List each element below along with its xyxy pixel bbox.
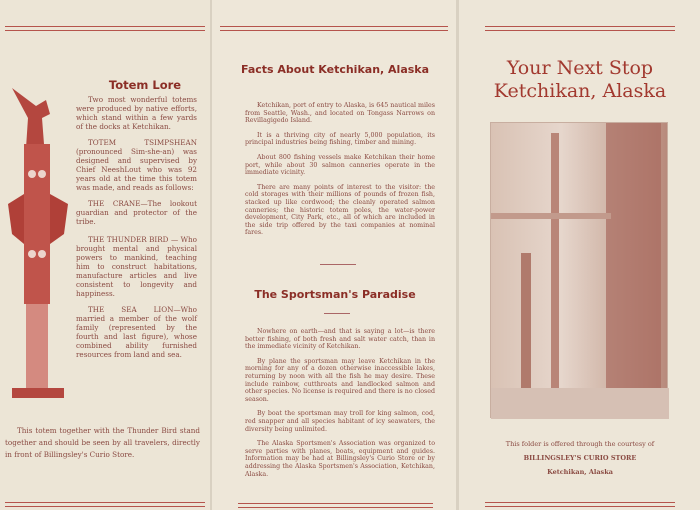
paragraph: THE CRANE—The lookout guardian and protector of the tribe.	[76, 199, 197, 226]
paragraph: About 800 fishing vessels make Ketchikan their home port, while about 30 salmon canneries operate in the immediate vicinity.	[245, 153, 435, 177]
cover-title-line2: Ketchikan, Alaska	[493, 80, 667, 102]
divider	[324, 313, 350, 314]
ketchikan-street-photo	[490, 122, 668, 418]
paragraph: Two most wonderful totems were produced by native efforts, which stand within a few yards of the docks at Ketchikan.	[76, 95, 197, 131]
facts-title: Facts About Ketchikan, Alaska	[240, 63, 430, 76]
paragraph: It is a thriving city of nearly 5,000 population, its principal industries being fishing, timber and mining.	[245, 131, 435, 147]
cover-title-line1: Your Next Stop	[506, 57, 654, 79]
top-rule	[485, 26, 675, 31]
totem-pole-illustration	[6, 84, 70, 402]
totem-lore-title: Totem Lore	[108, 78, 182, 92]
paragraph: TOTEM TSIMPSHEAN (pronounced Sim-she-an) was designed and supervised by Chief NeeshLout who was 92 years old at the time this totem was made, and reads as follows:	[76, 138, 197, 192]
paragraph: THE THUNDER BIRD — Who brought mental and physical powers to mankind, teaching him to construct habitations, manufacture articles and live consistent to longevity and happiness.	[76, 235, 197, 298]
totem-lore-text	[76, 95, 197, 366]
bottom-rule	[5, 502, 205, 507]
store-location: Ketchikan, Alaska	[547, 468, 613, 476]
top-rule	[5, 26, 205, 31]
divider	[320, 264, 356, 265]
paragraph: This totem together with the Thunder Bird stand together and should be seen by all travelers, directly in front of Billingsley's Curio Store.	[5, 426, 200, 459]
sportsman-title: The Sportsman's Paradise	[254, 288, 416, 301]
courtesy-text: This folder is offered through the courtesy of	[505, 440, 655, 448]
sportsman-text	[245, 328, 435, 485]
paragraph: THE SEA LION—Who married a member of the wolf family (represented by the fourth and last figure), whose combined ability furnished resources from land and sea.	[76, 305, 197, 359]
facts-text	[245, 102, 435, 244]
totem-closing	[5, 425, 200, 468]
paragraph: The Alaska Sportsmen's Association was organized to serve parties with planes, boats, equipment and guides. Information may be had at Billingsley's Curio Store or by addressing the Alaska Sportsmen's Association, Ketchikan, Alaska.	[245, 440, 435, 478]
paragraph: There are many points of interest to the visitor: the cold storages with their millions of pounds of frozen fish, stacked up like cordwood; the cleanly operated salmon canneries; the historic totem poles, the water-power development, City Park, etc., all of which are included in the side trip offered by the taxi companies at nominal fares.	[245, 183, 435, 237]
paragraph: By plane the sportsman may leave Ketchikan in the morning for any of a dozen otherwise inaccessible lakes, returning by noon with all the fish he may desire. These include rainbow, cutthroats and landlocked salmon and other species. No license is required and there is no closed season.	[245, 357, 435, 403]
store-name: BILLINGSLEY'S CURIO STORE	[523, 454, 637, 462]
paragraph: Nowhere on earth—and that is saying a lot—is there better fishing, of both fresh and salt water catch, than in the immediate vicinity of Ketchikan.	[245, 328, 435, 351]
paragraph: By boat the sportsman may troll for king salmon, cod, red snapper and all species habitant of icy seawaters, the diversity being unlimited.	[245, 410, 435, 433]
paragraph: Ketchikan, port of entry to Alaska, is 645 nautical miles from Seattle, Wash., and located on Tongass Narrows on Revillagigedo Island.	[245, 102, 435, 125]
bottom-rule	[238, 503, 433, 508]
top-rule	[220, 26, 448, 31]
bottom-rule	[485, 502, 675, 507]
